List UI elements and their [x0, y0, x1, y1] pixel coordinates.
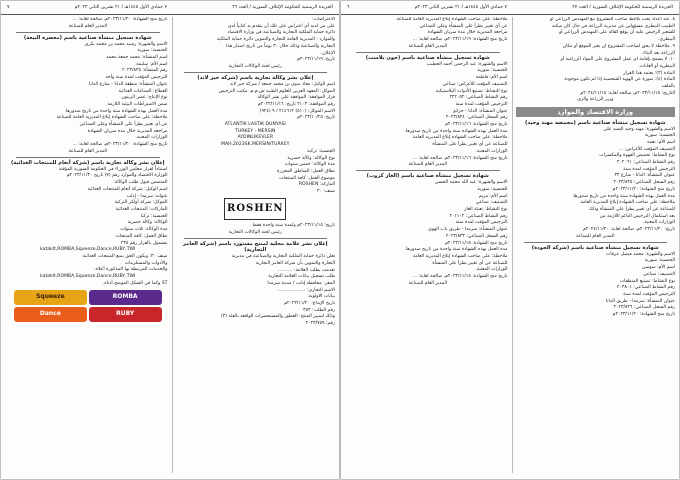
notice-title: إعلان نشر وكالة تجارية باسم (شركة خير لاند): [197, 75, 314, 82]
text-line: التصنيف المؤقت للأغراض: ...: [618, 146, 675, 152]
text-line: مشمول بالقرار رقم ٢٣٥: [120, 240, 168, 246]
text-line: البيطري.: [658, 37, 675, 43]
text-line: المقر: محافظة إدلب / مدينة سرمدا: [267, 280, 335, 286]
left-page-left-column: [5, 17, 168, 473]
text-line: التصنيف: صناعي: [475, 200, 508, 206]
text-block: [516, 17, 676, 97]
notice-title: شهادة تسجيل منشأة صناعية باسم (شركة الجودة): [531, 245, 659, 251]
text-line: التصنيف: صناعي: [643, 271, 675, 277]
text-line: ٩. ملاحظة لا يحق لصاحب المشروع ان يغير الموقع أو مكان: [562, 43, 675, 49]
brand-logo-squeeze: Squeeze: [14, 290, 87, 305]
text-block: [176, 149, 336, 195]
brand-logo-dance: Dance: [14, 307, 87, 322]
text-line: والخدمات المرتبطة بها المذكورة أعلاه.: [94, 267, 168, 273]
text-line: نوع النشاط: تعبئة الغاز: [464, 206, 508, 212]
text-line: بالملف.: [660, 84, 675, 90]
right-header-page-number: ٦: [347, 5, 350, 10]
text-line: رقم النشاط الصناعي: ٢٠٣٨٠١: [616, 285, 675, 291]
text-line: للشعير الرخيص عليه أن يوقع كفالة على المهندس الزراعي أو: [559, 30, 675, 36]
text-line: وذلك لتمييز المنتج: العطور والمستحضرات الواقعة بالفئة (٣): [220, 314, 335, 320]
date-line: تاريخ منح الشهادة: ٢٠٢٣/١١/١٦م، صالحة لغاية: ...: [412, 155, 508, 161]
text-line: تاريخ منح الشهادة: ٢٠٢٣/١١/١٦م: [445, 122, 508, 128]
text-line: للصناعة عن أي تغيير يطرأ على المنشأة: [432, 260, 508, 266]
text-line: التجارة والتموين بأن شركة العامر التجارية: [255, 260, 335, 266]
text-line: الجنسية: سورية: [137, 48, 168, 54]
text-line: الاسم والشهرة: عبد الله محمد الحسن: [434, 180, 508, 186]
text-line: استناداً لقرار مجلس الوزراء في الحكومة السورية المؤقتة: [58, 166, 168, 172]
text-line: تاريخ الإيداع: ٢٠٢٣/١١/٢٠م: [284, 301, 335, 307]
signature: المدير العام للصناعة: [575, 233, 615, 239]
signature: المدير العام للصناعة: [68, 23, 107, 29]
text-line: ST وكما في الشكل الموضح أدناه.: [102, 280, 168, 286]
right-page-right-column: [512, 17, 676, 473]
text-line: المادة (٤): صورة عن الهوية الشخصية إذا لم تكون موجودة: [564, 77, 675, 83]
text-line: ملاحظة: على صاحب الشهادة إبلاغ المديرية العامة للصناعة: [56, 115, 168, 121]
notice-title: شهادة تسجيل منشأة صناعية باسم (جون بلاست): [365, 55, 490, 62]
text-line: الموكل: المعهد العربي للعلوم الطبية ش.م.م. مكتب الترخيص: [218, 88, 335, 94]
text-line: الوزارة الاقتصاد والموارد رقم (٧) تاريخ ٢٠٢٣/١١/٢٠م: [66, 173, 168, 179]
text-line: اسم الوكيل: شركة أنغام للمنتجات الغذائية: [87, 186, 168, 192]
text-line: اسم الأم: فاطمة: [475, 75, 508, 81]
text-line: عنوان المنشأة: سرمدا - طريق باب الهوى: [428, 227, 508, 233]
text-line: للصناعة عن أي تغيير يطرأ على المنشأة وذلك: [588, 206, 675, 212]
ministry-band: وزارة الاقتصاد والموارد: [516, 107, 676, 117]
text-line: رقم السجل الصناعي: ٢٠٢٣/٨٣٥: [613, 180, 675, 186]
signature: وزير الزراعة والري: [577, 97, 614, 103]
text-line: الماركات: المنتجات الغذائية: [115, 206, 168, 212]
text-line: تاريخ منح الشهادة: ٢٠٢٣/١١/١٥م: [445, 240, 508, 246]
text-line: ١٠. لا يسمح بإقامة اي عمل المشروع على المواد الزراعية أو: [560, 57, 675, 63]
right-header-right: الجريدة الرسمية للحكومة الإئتلاف السورية / العدد ٢٧: [572, 5, 673, 10]
text-block: [8, 167, 168, 247]
text-line: الإعلان.: [320, 50, 335, 56]
notice-title: إعلان نشر وكالة تجارية باسم (شركة أنغام للمنتجات الغذائية): [10, 160, 165, 167]
left-header-right: الجريدة الرسمية للحكومة الإئتلاف السورية / العدد ٢٦: [232, 5, 333, 10]
text-line: اسم الوكيل: معاذ بدوي بن محمد جمعة / شركة خير لاند: [229, 81, 335, 87]
text-line: الموكل: شركة أولكر التركية: [114, 200, 168, 206]
signature: المدير العام للصناعة: [408, 280, 447, 286]
text-line: نوع الوكالة: وكالة حصرية: [287, 155, 335, 161]
left-page: [1, 1, 339, 479]
left-page-header: [1, 1, 339, 15]
text-line: ملاحظة: على صاحب الشهادة إبلاغ المديرية العامة للصناعة: [396, 17, 508, 22]
text-line: موضوع العمل: كافة المنتجات: [279, 175, 335, 181]
left-page-right-column: [172, 17, 336, 473]
text-line: مدة العمل بهذه الشهادة سنة واحدة من تاريخ صدورها.: [404, 247, 508, 253]
text-line: رقم السجل الصناعي: ٢٠٢٣/٨٣٣: [446, 233, 508, 239]
text-line: الوزارات المعنية.: [475, 148, 508, 154]
text-line: نوع الإنتاج: عصر الزيتون: [121, 95, 168, 101]
text-line: اسم المنشأة: محمد جمعة محمد: [106, 55, 168, 61]
text-line: الاسم التجاري: ...................: [277, 287, 335, 293]
roshen-logo: ROSHEN: [224, 198, 286, 220]
brands-line: kataklt,ROMBA,Squeeze,Dance,RUBY,TWI: [40, 274, 136, 280]
text-line: عنوان المنشأة: الدانا - حزانو: [453, 108, 508, 114]
divider: [356, 52, 500, 53]
text-line: المادة (٣): يعتمد هذا القرار: [623, 70, 675, 76]
text-line: صنف ٣٠: ويكون الحق بمنع المنتجات الغذائية: [82, 253, 168, 259]
text-line: رقم: ٢٠٢٣/٧٥٩: [305, 321, 335, 327]
text-line: ملاحظة: على صاحب الشهادة إبلاغ المديرية العامة: [412, 135, 508, 141]
date-line: تاريخ: ٢٠٢٣/١١/١٥م ولمدة سنة واحدة فقط: [252, 223, 335, 229]
signature: المدير العام للصناعة: [408, 162, 447, 168]
signature: رئيس لجنة الوكالات التجارية: [228, 229, 282, 235]
text-line: مدة الوكالة: خمس سنوات: [284, 162, 335, 168]
text-line: ATLANTIK LASTIK DUNYASI: [224, 122, 286, 128]
text-line: طلب تسجيل بيانات العلامة التجارية: [268, 274, 335, 280]
text-line: مدة العمل بهذه الشهادة سنة واحدة من تاريخ صدورها.: [572, 193, 675, 199]
text-line: بيانات الاولوية:: [307, 294, 335, 300]
text-line: نوع النشاط: تحميص القهوة والمكسرات: [599, 153, 675, 159]
signature: رئيس لجنة الوكالات التجارية: [228, 63, 282, 69]
text-line: اسم الأم: نعمة: [646, 139, 675, 145]
right-page: [341, 1, 679, 479]
text-line: للصناعة عن أي تغيير يطرأ على المنشأة: [432, 142, 508, 148]
divider: [16, 157, 160, 158]
text-line: رقم السجل الصناعي: ٢٠٢٣/٨٣٤: [446, 115, 508, 121]
date-line: تاريخ: ٢٠٢٣/١١/١٩م: [297, 57, 335, 63]
text-line: مدة العمل بهذه الشهادة سنة واحدة من تاريخ صدورها.: [64, 108, 168, 114]
text-line: عنوانه: سرمدا - إدلب: [126, 193, 168, 199]
notice-title: شهادة تسجيل منشأة صناعية باسم (الغاز كروب): [366, 173, 489, 180]
text-line: الجنسية: سورية: [477, 186, 508, 192]
date-line: تاريخ منح الشهادة: ٢٠٢٣/١١/٢٠م، صالحة لغاية: ...: [72, 17, 168, 22]
text-line: تقدمت بطلب العلامة: ..........: [277, 267, 335, 273]
text-line: عنوان المنشأة: منطقة الدانا - شارع الدانا: [89, 81, 168, 87]
text-block: [348, 180, 508, 273]
text-line: التجارية والصناعية وذلك خلال ٣٠ يوماً من تاريخ اصدار هذا: [226, 43, 335, 49]
divider: [524, 242, 668, 243]
text-line: الاسم والشهرة: رشيد محمد بن محمد بكرى: [84, 41, 168, 47]
brand-logo-ruby: RUBY: [89, 307, 162, 322]
brand-logos: [14, 290, 162, 322]
text-line: ملاحظة: على صاحب الشهادة إبلاغ المديرية العامة: [412, 253, 508, 259]
text-line: الاسم والشهرة: عبد الرحمن أحمد الخطيب: [426, 61, 508, 67]
text-line: الترخيص المؤقت لمدة سنة وأحد: [105, 75, 168, 81]
text-block: [176, 17, 336, 57]
text-line: مدة الوكالة: ثلاث سنوات: [120, 227, 168, 233]
text-line: التصنيف المؤقت للأغراض: صناعي: [442, 81, 508, 87]
divider: [356, 170, 500, 171]
date-line: تاريخ: ٢٠٢٣/١١/٢٠م، صالحة لغاية: ٢٠٢٤/١١/٢٠م: [583, 227, 675, 233]
text-line: تاريخ منح الشهادة: ٢٠٢٣/١١/٢٠م: [612, 312, 675, 318]
text-line: ضمن الاشتراطات البيئية اللازمة: [107, 101, 168, 107]
text-line: الجنسية: سورية: [644, 258, 675, 264]
text-line: الترخيص المؤقت لمدة سنة: [623, 291, 675, 297]
divider: [16, 32, 160, 33]
text-line: قرار الموافقة: الموافقة على نشر الوكالة: [257, 95, 335, 101]
text-line: الاسم والشهرة: محمد فيصل عرفات: [606, 251, 675, 257]
text-line: تاريخ: ٢٠٢٣/١٠/٢٥م: [297, 115, 335, 121]
text-line: الترخيص المؤقت لمدة سنة: [455, 101, 508, 107]
text-line: على من لديه أي اعتراض على تلك أن يتقدم به كتابياً لدى: [227, 23, 335, 29]
brands-line: kataklt,ROMBA,Squeeze,Dance,RUBY,TWI: [40, 247, 136, 253]
text-line: تاريخ منح الشهادة: ٢٠٢٣/١١/١٩م، صالحة لغاية: ...: [412, 37, 508, 43]
date-line: تاريخ منح الشهادة: ٢٠٢٣/١١/١٥م، صالحة لغاية: ...: [412, 274, 508, 280]
text-line: الترخيص المؤقت لمدة سنة: [623, 166, 675, 172]
text-block: [348, 17, 508, 43]
text-line: والموارد - المديرية العامة للتجارة والتموين دائرة حماية الملكية: [216, 37, 335, 43]
text-line: الطبيب البيطري مسؤولين عن مديرية الزراعة في حال كان سكنه: [551, 23, 675, 29]
text-line: الاسم والشهرة: مهند وحيد السيد علي: [603, 126, 675, 132]
text-line: نطاق العمل: المناطق المحررة: [276, 168, 335, 174]
text-line: تاريخ منح الشهادة: ٢٠٢٣/١١/٢٠م: [612, 186, 675, 192]
text-line: الجنسية: سورية: [477, 68, 508, 74]
text-line: ٨. عند اعداد يجب بلاحظ صاحب المشروع مع المهندس الزراعي او: [550, 17, 675, 22]
text-line: رقم الطلب: ٣٥٣: [303, 307, 335, 313]
text-line: والأدوات والمستلزمات: [124, 260, 168, 266]
text-line: البيطرية أو الغابات.: [638, 63, 675, 69]
text-block: [348, 62, 508, 155]
text-line: رقم النشاط الصناعي: ٢٢٢٠٥٢: [449, 95, 508, 101]
text-line: عن أي تغيير يطرأ على المنشأة وعلى الصناعي: [419, 23, 508, 29]
text-block: [176, 82, 336, 122]
date-line: تاريخ منح الشهادة: ٢٠٢٣/١١/٢٠م، صالحة لغاية: ...: [72, 142, 168, 148]
text-line: اسم الأم: مريم: [478, 193, 508, 199]
brand-logo-romba: ROMBA: [89, 290, 162, 305]
text-line: رقم المنشأة: ٢٠٢٣/٨٣٥: [122, 68, 168, 74]
text-line: القطاع: الصناعات الغذائية: [118, 88, 168, 94]
left-header-page-number: ٧: [7, 5, 10, 10]
text-line: مراجعة المديرية خلال مدة سريان الشهادة: [427, 30, 508, 36]
text-line: نطاق العمل: كافة المنتجات: [115, 233, 168, 239]
text-line: دائرة حماية الملكية التجارية والصناعية في وزارة الاقتصاد: [227, 30, 335, 36]
signature: المدير العام للصناعة: [68, 148, 107, 154]
text-line: عن أي تغيير يطرأ على المنشأة وعلى الصناعي: [79, 122, 168, 128]
text-line: MAH.2023SK.MERSIN/TURKEY: [221, 142, 290, 148]
text-line: المتضمن قبول طلب الوكالة:: [113, 180, 168, 186]
text-line: عنوان المنشأة: سرمدا - طريق الدانا: [605, 298, 675, 304]
text-block: [176, 122, 336, 148]
right-header-date: ٧ جمادى الأول ١٤٤٥هـ / ٢١ تشرين الثاني ٢٠٢٣م: [414, 5, 507, 10]
signature: المدير العام للصناعة: [408, 43, 447, 49]
text-line: الوزارات المعنية.: [135, 135, 168, 141]
text-line: مراجعة المديرية خلال مدة سريان الشهادة: [87, 128, 168, 134]
text-line: رقم النشاط الصناعي: ٢٠٢٠٦١: [616, 160, 675, 166]
text-line: التاريخ: ٢٠٢٣/١١/١٥م، صالحة لغاية: ٢٠٢٤/١١/١٥م: [580, 90, 675, 96]
notice-title: إعلان نشر علامة محلية لمنتج مستورد باسم (شركة العامر التجارية): [182, 241, 328, 254]
text-line: الاسم الموكل: (٥١٠) ٢١٤٦١٢ / ٩ (٩٢٤): [259, 108, 335, 114]
divider: [184, 72, 328, 73]
text-block: [516, 127, 676, 227]
text-line: اسم الأم: سوسن: [642, 265, 675, 271]
text-line: مدة العمل بهذه الشهادة سنة واحدة من تاريخ صدورها.: [404, 128, 508, 134]
text-line: الاعتراضات:: [311, 17, 335, 22]
text-line: الجنسية: تركيا: [140, 213, 168, 219]
text-line: الوزارات المعنية.: [475, 267, 508, 273]
text-block: [516, 252, 676, 319]
right-page-left-column: [345, 17, 508, 473]
text-line: الماركة: ROSHEN: [298, 182, 335, 188]
text-line: الترخيص المؤقت لمدة سنة: [455, 220, 508, 226]
text-line: رقم النشاط الصناعي: ٢٠١١٠٢: [449, 213, 508, 219]
notice-title: شهادة تسجيل منشأة صناعية باسم (محمصة مهند وحيد): [525, 119, 666, 126]
text-line: AYDINLIKEVLER: [237, 135, 274, 141]
text-line: بعد استكمال الترخيص الدائم اللازمة من: [599, 213, 675, 219]
text-line: رقم الموافقة: ٢١٠٣ تاريخ: ٢٠٢٣/١١/١٦م: [257, 101, 335, 107]
text-block: [176, 254, 336, 327]
text-line: الجنسية: تركية: [307, 148, 335, 154]
text-line: رقم السجل الصناعي: ٢٠٢٣/٨٣٦: [613, 305, 675, 311]
text-line: صنف: ٣٠: [317, 189, 335, 195]
text-block: [8, 42, 168, 142]
text-line: اسم الأم: سليمة: [136, 61, 168, 67]
text-line: نوع النشاط: تصنيع الأدوات البلاستيكية: [435, 88, 508, 94]
text-line: الوكالة: وكالة حصرية: [127, 220, 168, 226]
text-line: عنوان المنشأة: الدانا - شارع ٣٣: [614, 173, 675, 179]
right-page-header: [341, 1, 679, 15]
text-line: نوع النشاط: تصنيع المنظفات: [619, 278, 675, 284]
text-block: [8, 254, 168, 274]
divider: [184, 238, 328, 239]
text-line: تعلن دائرة حماية الملكية التجارية والصناعية في مديرية: [231, 254, 335, 260]
text-line: TURKEY - MERSIN: [235, 128, 276, 134]
text-line: ملاحظة: على صاحب الشهادة إبلاغ المديرية العامة: [580, 200, 675, 206]
notice-title: شهادة تسجيل منشأة صناعية باسم (معصرة البيعة): [23, 34, 152, 41]
text-line: الوزارات المعنية.: [642, 220, 675, 226]
left-header-date: ٧ جمادى الأول ١٤٤٥هـ / ٢١ تشرين الثاني ٢٠٢٣م: [74, 5, 167, 10]
text-line: الزراعة بعد البناء.: [641, 50, 675, 56]
text-line: الجنسية: سورية: [644, 133, 675, 139]
